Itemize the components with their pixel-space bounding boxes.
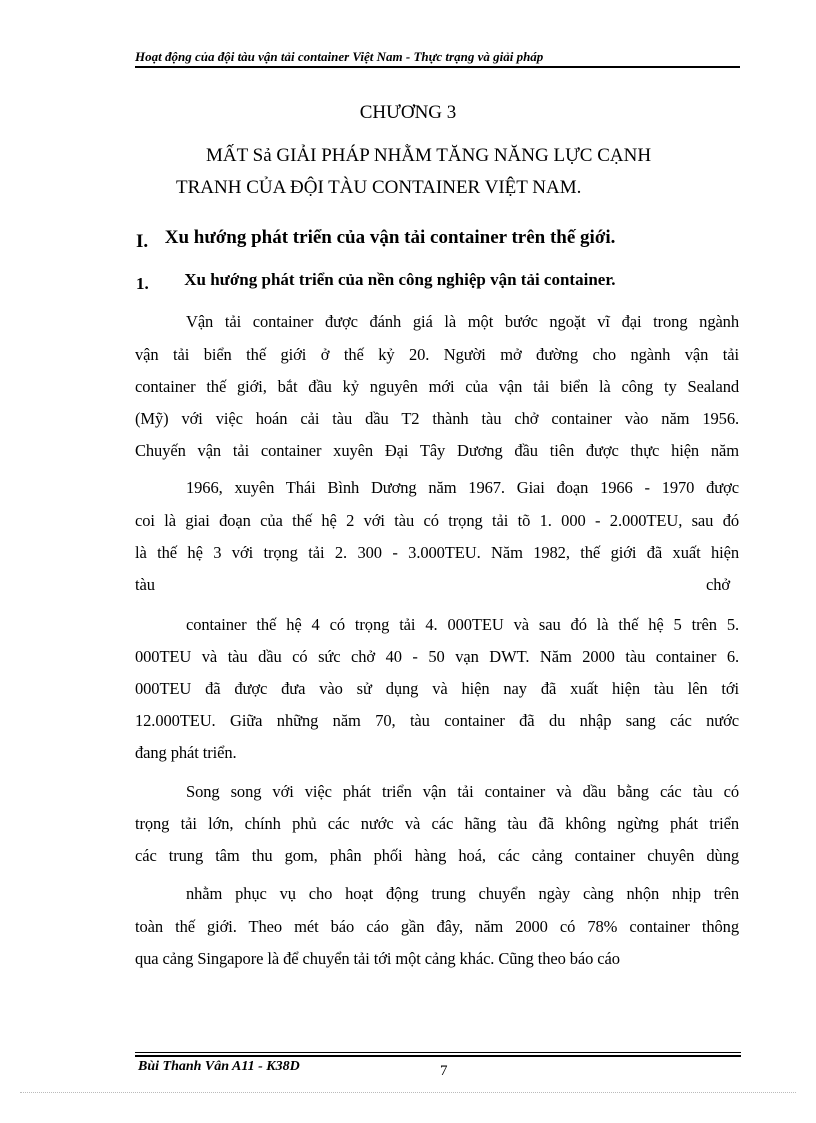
- chapter-label: CHƯƠNG 3: [359, 102, 457, 123]
- footer-rule: [135, 1052, 741, 1053]
- section-number: I.: [136, 231, 149, 252]
- section-title: Xu hướng phát triển của vận tải container trên thế giới.: [164, 227, 616, 248]
- chapter-title-line-1: MẤT Sả GIẢI PHÁP NHẰM TĂNG NĂNG LỰC CẠNH: [206, 145, 652, 166]
- body-line: toàn thế giới. Theo mét báo cáo gần đây, năm 2000 có 78% container thông: [135, 917, 739, 936]
- page-number: 7: [440, 1063, 448, 1079]
- body-line: Vận tải container được đánh giá là một bước ngoặt vĩ đại trong ngành: [186, 312, 739, 331]
- body-line: 1966, xuyên Thái Bình Dương năm 1967. Giai đoạn 1966 - 1970 được: [186, 478, 739, 497]
- body-line: container thế hệ 4 có trọng tải 4. 000TEU và sau đó là thế hệ 5 trên 5.: [186, 615, 739, 634]
- chapter-title-line-2: TRANH CỦA ĐỘI TÀU CONTAINER VIỆT NAM.: [176, 177, 582, 198]
- section-heading: [136, 227, 616, 252]
- body-line: là thế hệ 3 với trọng tải 2. 300 - 3.000TEU. Năm 1982, thế giới đã xuất hiện: [135, 543, 739, 562]
- body-line: 000TEU đã được đưa vào sử dụng và hiện nay đã xuất hiện tàu lên tới: [135, 679, 739, 698]
- body-line: 000TEU và tàu dầu có sức chở 40 - 50 vạn DWT. Năm 2000 tàu container 6.: [135, 647, 739, 666]
- page-edge-divider: [20, 1092, 796, 1093]
- body-line: vận tải biển thế giới ở thế kỷ 20. Người mở đường cho ngành vận tải: [135, 345, 739, 364]
- body-line: đang phát triển.: [135, 743, 237, 762]
- body-line: trọng tải lớn, chính phủ các nước và các hãng tàu đã không ngừng phát triển: [135, 814, 739, 833]
- body-line: nhằm phục vụ cho hoạt động trung chuyển ngày càng nhộn nhịp trên: [186, 884, 739, 903]
- body-line: các trung tâm thu gom, phân phối hàng hoá, các cảng container chuyên dùng: [135, 846, 739, 865]
- body-line: container thế giới, bắt đầu kỷ nguyên mới của vận tải biển là công ty Sealand: [135, 377, 739, 396]
- subsection-heading: [136, 270, 616, 293]
- body-line: Chuyến vận tải container xuyên Đại Tây Dương đầu tiên được thực hiện năm: [135, 441, 739, 460]
- body-line: chở: [706, 575, 730, 594]
- running-header: Hoạt động của đội tàu vận tải container Việt Nam - Thực trạng và giải pháp: [135, 49, 740, 68]
- footer-author: Bùi Thanh Vân A11 - K38D: [138, 1059, 300, 1074]
- subsection-number: 1.: [136, 274, 149, 293]
- subsection-title: Xu hướng phát triển của nền công nghiệp vận tải container.: [184, 270, 616, 289]
- body-line: qua cảng Singapore là để chuyển tải tới một cảng khác. Cũng theo báo cáo: [135, 949, 620, 968]
- body-line: tàu: [135, 575, 155, 594]
- body-line: Song song với việc phát triển vận tải container và dầu bằng các tàu có: [186, 782, 739, 801]
- footer-rule: [135, 1055, 741, 1057]
- body-line: (Mỹ) với việc hoán cải tàu dầu T2 thành tàu chở container vào năm 1956.: [135, 409, 739, 428]
- body-line: 12.000TEU. Giữa những năm 70, tàu container đã du nhập sang các nước: [135, 711, 739, 730]
- body-line: coi là giai đoạn của thế hệ 2 với tàu có trọng tải tõ 1. 000 - 2.000TEU, sau đó: [135, 511, 739, 530]
